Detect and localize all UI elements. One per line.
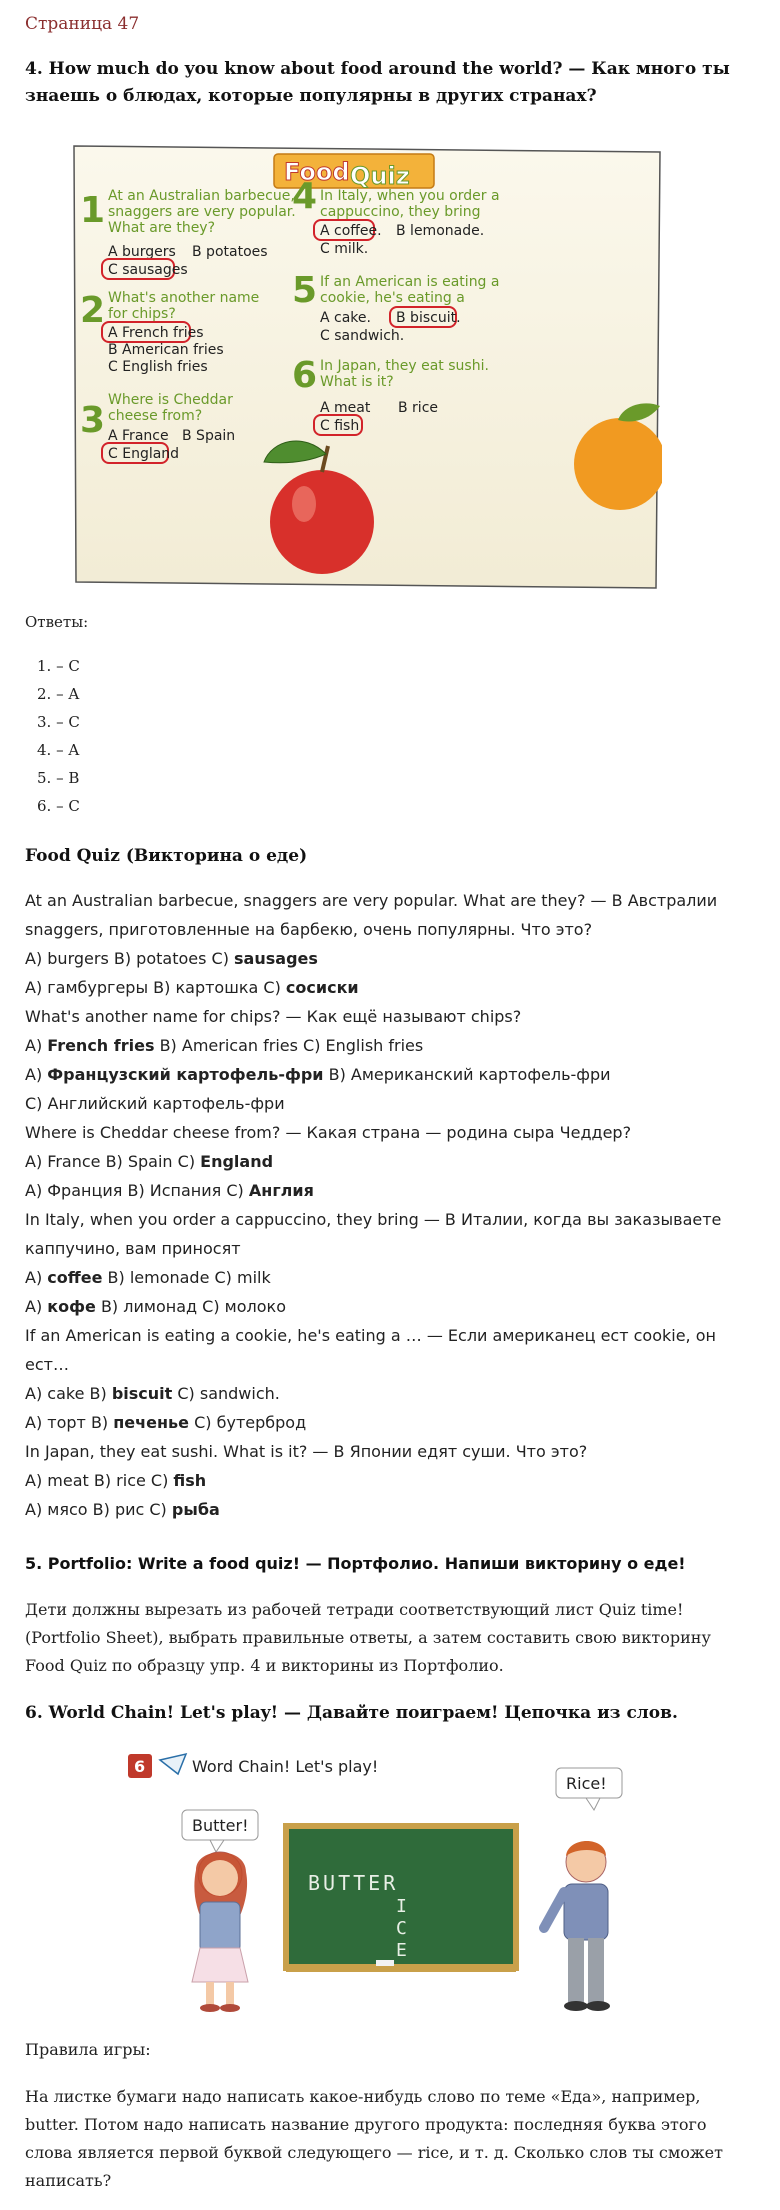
blackboard-ledge bbox=[286, 1964, 516, 1972]
q4-line2: cappuccino, they bring bbox=[320, 204, 481, 220]
q6-line1: In Japan, they eat sushi. bbox=[320, 358, 489, 374]
exercise-5-line: Дети должны вырезать из рабочей тетради соответствующий лист Quiz time! bbox=[25, 1600, 684, 1619]
quiz-line bbox=[25, 1379, 755, 1408]
page-label: Страница 47 bbox=[25, 14, 140, 34]
exercise-5-line: Food Quiz по образцу упр. 4 и викторины из Портфолио. bbox=[25, 1656, 504, 1675]
quiz-line-text: A) гамбургеры B) картошка C) bbox=[25, 978, 286, 997]
girl-illustration bbox=[192, 1852, 248, 2012]
board-letter: C bbox=[396, 1918, 407, 1939]
quiz-line-text: A) Франция B) Испания C) bbox=[25, 1181, 249, 1200]
quiz-line: If an American is eating a cookie, he's eating a … — Если американец ест cookie, он bbox=[25, 1326, 716, 1345]
rules-line: слова является первой буквой следующего — rice, и т. д. Сколько слов ты сможет bbox=[25, 2143, 723, 2162]
quiz-line-text: C) sandwich. bbox=[172, 1384, 280, 1403]
q1-option-a: A burgers bbox=[108, 244, 176, 260]
quiz-translation-block bbox=[25, 886, 755, 1524]
exercise-5-heading: 5. Portfolio: Write a food quiz! — Портфолио. Напиши викторину о еде! bbox=[25, 1554, 686, 1573]
quiz-line bbox=[25, 1147, 755, 1176]
rules-label: Правила игры: bbox=[25, 2040, 151, 2059]
word-chain-illustration bbox=[100, 1752, 660, 2014]
quiz-line-answer: French fries bbox=[47, 1036, 155, 1055]
quiz-line-text: B) lemonade C) milk bbox=[102, 1268, 271, 1287]
exercise-5-line: (Portfolio Sheet), выбрать правильные ответы, а затем составить свою викторину bbox=[25, 1628, 711, 1647]
quiz-line-answer: сосиски bbox=[285, 978, 359, 997]
q4-line1: In Italy, when you order a bbox=[320, 188, 500, 204]
q6-option-a: A meat bbox=[320, 400, 371, 416]
food-quiz-illustration bbox=[72, 142, 662, 590]
q3-line1: Where is Cheddar bbox=[108, 392, 233, 408]
quiz-line bbox=[25, 1408, 755, 1437]
quiz-line: In Japan, they eat sushi. What is it? — В Японии едят суши. Что это? bbox=[25, 1442, 588, 1461]
quiz-line: In Italy, when you order a cappuccino, they bring — В Италии, когда вы заказываете bbox=[25, 1210, 722, 1229]
word-chain-title: Word Chain! Let's play! bbox=[192, 1757, 379, 1776]
q6-line2: What is it? bbox=[320, 374, 394, 390]
q4-option-c: C milk. bbox=[320, 241, 369, 257]
quiz-title-quiz: Quiz bbox=[350, 162, 410, 190]
girl-speech-text: Butter! bbox=[192, 1816, 249, 1835]
quiz-title-food: Food bbox=[284, 158, 350, 186]
q6-number: 6 bbox=[292, 355, 318, 396]
answers-list bbox=[25, 652, 755, 820]
quiz-line bbox=[25, 973, 755, 1002]
quiz-line: C) Английский картофель-фри bbox=[25, 1094, 285, 1113]
quiz-line bbox=[25, 1263, 755, 1292]
q1-option-c: C sausages bbox=[108, 262, 188, 278]
quiz-line-answer: рыба bbox=[171, 1500, 220, 1519]
quiz-line: At an Australian barbecue, snaggers are very popular. What are they? — В Австралии bbox=[25, 891, 718, 910]
q5-number: 5 bbox=[292, 270, 318, 311]
quiz-line-text: A) France B) Spain C) bbox=[25, 1152, 201, 1171]
answer-item: 4. – A bbox=[37, 741, 80, 759]
board-letter: I bbox=[396, 1896, 407, 1917]
exercise-4-heading-line1: 4. How much do you know about food around the world? — Как много ты bbox=[25, 59, 730, 79]
quiz-line-answer: Французский картофель-фри bbox=[47, 1065, 324, 1084]
answer-item: 6. – C bbox=[37, 797, 80, 815]
quiz-line-answer: England bbox=[200, 1152, 274, 1171]
quiz-line-text: A) мясо B) рис C) bbox=[25, 1500, 172, 1519]
boy-speech-text: Rice! bbox=[566, 1774, 607, 1793]
q2-line1: What's another name bbox=[108, 290, 260, 306]
q1-line2: snaggers are very popular. bbox=[108, 204, 296, 220]
board-word-butter: BUTTER bbox=[308, 1871, 399, 1895]
quiz-line: каппучино, вам приносят bbox=[25, 1239, 241, 1258]
food-quiz-heading: Food Quiz (Викторина о еде) bbox=[25, 846, 308, 866]
q5-line1: If an American is eating a bbox=[320, 274, 500, 290]
q1-option-b: B potatoes bbox=[192, 244, 268, 260]
q4-option-b: B lemonade. bbox=[396, 223, 485, 239]
q5-option-b: B biscuit. bbox=[396, 310, 461, 326]
answers-label: Ответы: bbox=[25, 613, 89, 631]
q2-option-a: A French fries bbox=[108, 325, 204, 341]
quiz-line-text: A) meat B) rice C) bbox=[25, 1471, 174, 1490]
answer-item: 1. – C bbox=[37, 657, 80, 675]
rules-text bbox=[25, 2083, 755, 2195]
q2-number: 2 bbox=[80, 290, 106, 331]
quiz-line bbox=[25, 1031, 755, 1060]
quiz-line-text: A) burgers B) potatoes C) bbox=[25, 949, 235, 968]
quiz-line-answer: coffee bbox=[47, 1268, 103, 1287]
quiz-line bbox=[25, 1292, 755, 1321]
q3-option-b: B Spain bbox=[182, 428, 236, 444]
exercise-4-heading bbox=[25, 56, 755, 110]
quiz-line bbox=[25, 1495, 755, 1524]
q3-number: 3 bbox=[80, 400, 106, 441]
quiz-line-answer: fish bbox=[173, 1471, 207, 1490]
quiz-line-text: B) Американский картофель-фри bbox=[323, 1065, 611, 1084]
q4-number: 4 bbox=[292, 176, 318, 217]
q1-line1: At an Australian barbecue, bbox=[108, 188, 295, 204]
q1-line3: What are they? bbox=[108, 220, 216, 236]
q3-option-a: A France bbox=[108, 428, 169, 444]
rules-line: butter. Потом надо написать название другого продукта: последняя буква этого bbox=[25, 2115, 707, 2134]
chalk-icon bbox=[376, 1960, 394, 1966]
answer-item: 5. – B bbox=[37, 769, 80, 787]
q4-option-a: A coffee. bbox=[320, 223, 382, 239]
board-letter: E bbox=[396, 1940, 407, 1961]
quiz-line bbox=[25, 1466, 755, 1495]
q5-option-a: A cake. bbox=[320, 310, 371, 326]
quiz-line bbox=[25, 944, 755, 973]
q6-option-b: B rice bbox=[398, 400, 439, 416]
quiz-line-text: B) American fries C) English fries bbox=[154, 1036, 424, 1055]
quiz-line-text: B) лимонад C) молоко bbox=[95, 1297, 286, 1316]
q2-option-c: C English fries bbox=[108, 359, 208, 375]
quiz-line bbox=[25, 1060, 755, 1089]
quiz-line-text: A) bbox=[25, 1036, 48, 1055]
quiz-line-answer: Англия bbox=[248, 1181, 314, 1200]
rules-line: На листке бумаги надо написать какое-нибудь слово по теме «Еда», например, bbox=[25, 2087, 701, 2106]
exercise-4-heading-line2: знаешь о блюдах, которые популярны в других странах? bbox=[25, 86, 597, 106]
q5-option-c: C sandwich. bbox=[320, 328, 405, 344]
exercise-6-heading: 6. World Chain! Let's play! — Давайте поиграем! Цепочка из слов. bbox=[25, 1703, 678, 1723]
q3-option-c: C England bbox=[108, 446, 180, 462]
q2-line2: for chips? bbox=[108, 306, 176, 322]
q6-option-c: C fish bbox=[320, 418, 360, 434]
quiz-line: ест… bbox=[25, 1355, 69, 1374]
q2-option-b: B American fries bbox=[108, 342, 224, 358]
quiz-line-text: A) торт B) bbox=[25, 1413, 114, 1432]
quiz-line-answer: biscuit bbox=[111, 1384, 173, 1403]
quiz-line-text: A) bbox=[25, 1268, 48, 1287]
quiz-line-answer: sausages bbox=[234, 949, 318, 968]
quiz-line-text: A) bbox=[25, 1065, 48, 1084]
quiz-line bbox=[25, 1176, 755, 1205]
answer-item: 2. – A bbox=[37, 685, 80, 703]
q1-number: 1 bbox=[80, 190, 106, 231]
exercise-5-text bbox=[25, 1596, 755, 1680]
quiz-line-answer: кофе bbox=[47, 1297, 96, 1316]
paper-plane-icon bbox=[160, 1754, 186, 1774]
quiz-line-answer: печенье bbox=[113, 1413, 190, 1432]
quiz-line: snaggers, приготовленные на барбекю, очень популярны. Что это? bbox=[25, 920, 593, 939]
q3-line2: cheese from? bbox=[108, 408, 203, 424]
exercise-6-number: 6 bbox=[134, 1757, 146, 1776]
quiz-line: Where is Cheddar cheese from? — Какая страна — родина сыра Чеддер? bbox=[25, 1123, 632, 1142]
quiz-line-text: C) бутерброд bbox=[189, 1413, 307, 1432]
quiz-line-text: A) cake B) bbox=[25, 1384, 112, 1403]
quiz-line-text: A) bbox=[25, 1297, 48, 1316]
q5-line2: cookie, he's eating a bbox=[320, 290, 465, 306]
answer-item: 3. – C bbox=[37, 713, 80, 731]
quiz-line: What's another name for chips? — Как ещё называют chips? bbox=[25, 1007, 522, 1026]
boy-illustration bbox=[544, 1841, 610, 2011]
rules-line: написать? bbox=[25, 2171, 112, 2190]
